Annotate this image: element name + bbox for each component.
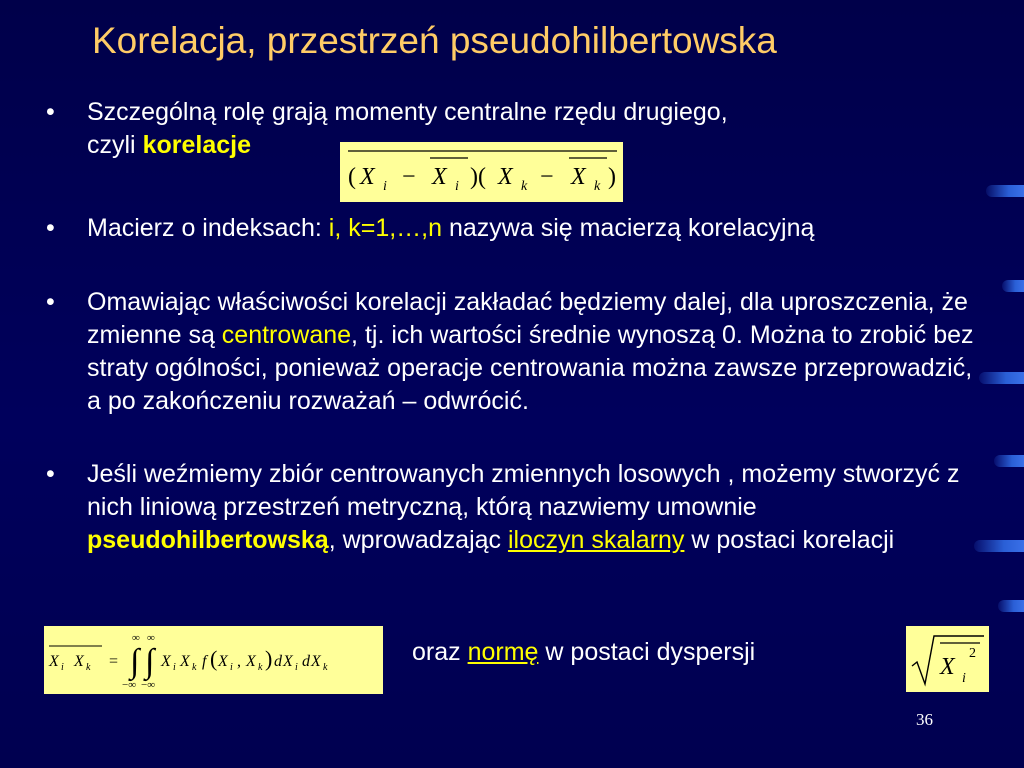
- symbol: X: [498, 164, 513, 190]
- symbol: k: [192, 662, 197, 673]
- symbol: i: [962, 671, 966, 686]
- symbol: X: [283, 653, 293, 670]
- symbol: X: [940, 654, 955, 680]
- symbol: k: [258, 662, 263, 673]
- slide-title: Korelacja, przestrzeń pseudohilbertowska: [92, 20, 777, 61]
- symbol: X: [74, 653, 84, 670]
- symbol: f: [202, 653, 207, 670]
- correlation-formula: [340, 142, 623, 202]
- symbol: i: [383, 179, 387, 194]
- text-span: czyli: [87, 131, 143, 159]
- bullet-text: [87, 286, 977, 418]
- norm-formula-svg: [906, 626, 989, 692]
- decorative-stripe: [986, 185, 1024, 197]
- symbol: k: [323, 662, 328, 673]
- bullet-text: [87, 212, 977, 245]
- symbol: X: [432, 164, 447, 190]
- decorative-stripe: [994, 455, 1024, 467]
- symbol: 2: [969, 646, 976, 661]
- symbol: X: [311, 653, 321, 670]
- correlation-formula-svg: [340, 142, 623, 202]
- decorative-stripe: [979, 372, 1024, 384]
- decorative-stripe: [1002, 280, 1024, 292]
- symbol: i: [455, 179, 459, 194]
- symbol: X: [161, 653, 171, 670]
- symbol: ): [265, 646, 273, 671]
- symbol: X: [246, 653, 256, 670]
- text-span: , tj. ich wartości średnie wynoszą 0. Można to zrobić bez straty ogólności, ponieważ operacje centrowania można zawsze przeprowadzić, a po zakończeniu rozważań – odwrócić.: [87, 321, 974, 415]
- symbol: X: [571, 164, 586, 190]
- bullet-text: [87, 458, 977, 557]
- symbol: −∞: [141, 679, 156, 691]
- symbol: i: [61, 662, 64, 673]
- symbol: i: [230, 662, 233, 673]
- symbol: i: [173, 662, 176, 673]
- bullet-symbol: •: [46, 98, 55, 126]
- symbol: )(: [470, 164, 486, 190]
- bullet-symbol: •: [46, 460, 55, 488]
- integral-symbol: ∫: [145, 643, 155, 680]
- integral-symbol: ∫: [130, 643, 140, 680]
- link-norme[interactable]: normę: [467, 638, 539, 666]
- symbol: −∞: [122, 679, 137, 691]
- symbol: −: [402, 164, 416, 190]
- symbol: X: [180, 653, 190, 670]
- text-span: , wprowadzając: [328, 526, 508, 554]
- symbol: X: [360, 164, 375, 190]
- symbol: ): [608, 164, 616, 190]
- symbol: (: [348, 164, 356, 190]
- bullet-line: Szczególną rolę grają momenty centralne rzędu drugiego,: [87, 98, 728, 126]
- highlight-centrowane: centrowane: [221, 321, 352, 349]
- symbol: d: [302, 653, 310, 670]
- text-span: w postaci korelacji: [684, 526, 895, 554]
- norm-text: [412, 636, 755, 669]
- inner-product-formula: [44, 626, 383, 694]
- text-span: Jeśli weźmiemy zbiór centrowanych zmiennych losowych , możemy stworzyć z nich liniową przestrzeń metryczną, którą nazwiemy umownie: [87, 460, 960, 521]
- link-iloczyn-skalarny[interactable]: iloczyn skalarny: [507, 526, 685, 554]
- symbol: ∞: [132, 632, 140, 644]
- highlight-korelacje: korelacje: [142, 131, 251, 159]
- symbol: X: [218, 653, 228, 670]
- symbol: =: [109, 653, 119, 670]
- text-span: w postaci dyspersji: [538, 638, 756, 666]
- decorative-stripe: [998, 600, 1024, 612]
- symbol: ,: [237, 653, 241, 670]
- text-span: oraz: [412, 638, 468, 666]
- text-span: Macierz o indeksach:: [87, 214, 329, 242]
- page-number: 36: [916, 710, 933, 729]
- symbol: i: [295, 662, 298, 673]
- highlight-indices: i, k=1,…,n: [328, 214, 443, 242]
- symbol: k: [86, 662, 91, 673]
- symbol: (: [210, 646, 218, 671]
- highlight-pseudohilbertowska: pseudohilbertowską: [87, 526, 329, 554]
- bullet-symbol: •: [46, 288, 55, 316]
- symbol: k: [521, 179, 528, 194]
- symbol: d: [274, 653, 282, 670]
- text-span: nazywa się macierzą korelacyjną: [442, 214, 815, 242]
- norm-formula: [906, 626, 989, 692]
- decorative-stripe: [974, 540, 1024, 552]
- bullet-symbol: •: [46, 214, 55, 242]
- symbol: X: [49, 653, 59, 670]
- inner-product-formula-svg: [44, 626, 383, 694]
- symbol: k: [594, 179, 601, 194]
- symbol: ∞: [147, 632, 155, 644]
- symbol: −: [540, 164, 554, 190]
- text-span: Omawiając właściwości korelacji zakładać będziemy dalej, dla uproszczenia, że zmienne są: [87, 288, 968, 349]
